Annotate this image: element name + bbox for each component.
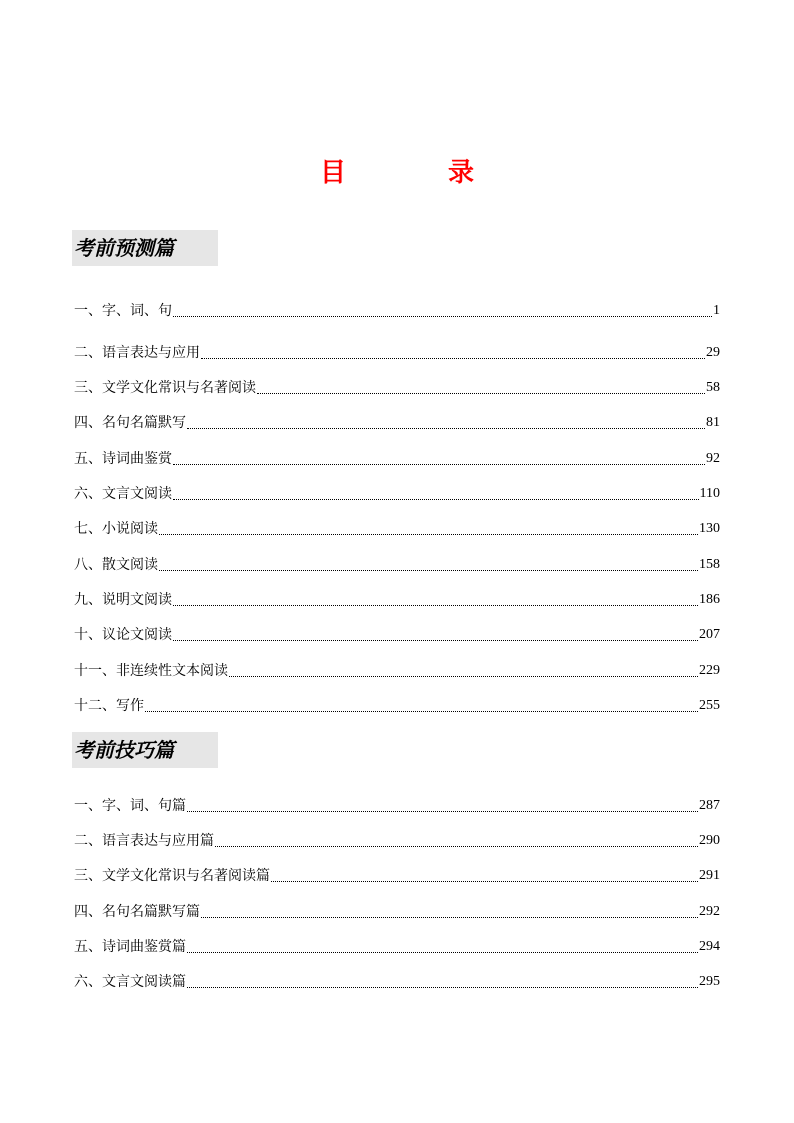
toc-leader-dots [173,483,699,500]
toc-entry-page: 294 [699,939,720,954]
toc-leader-dots [173,448,705,465]
toc-entry[interactable] [74,938,720,956]
toc-entry-page: 58 [706,380,720,395]
toc-entry-label: 二、语言表达与应用篇 [74,833,214,849]
toc-entry-page: 295 [699,974,720,989]
toc-entry[interactable] [74,344,720,362]
toc-entry-page: 158 [699,557,720,572]
toc-entry-label: 四、名句名篇默写篇 [74,904,200,920]
toc-leader-dots [173,300,712,317]
toc-entry-label: 六、文言文阅读 [74,486,172,502]
toc-entry-label: 四、名句名篇默写 [74,415,186,431]
toc-entry-label: 九、说明文阅读 [74,592,172,608]
toc-entry-label: 十二、写作 [74,698,144,714]
toc-leader-dots [201,901,698,918]
toc-leader-dots [271,865,698,882]
toc-entry-label: 六、文言文阅读篇 [74,974,186,990]
toc-entry-label: 十、议论文阅读 [74,627,172,643]
toc-leader-dots [145,695,698,712]
toc-entry-page: 229 [699,663,720,678]
toc-entry[interactable] [74,626,720,644]
toc-entry[interactable] [74,379,720,397]
toc-leader-dots [187,936,698,953]
toc-entry-label: 一、字、词、句 [74,303,172,319]
toc-entry[interactable] [74,556,720,574]
toc-entry-page: 92 [706,451,720,466]
toc-entry-page: 1 [713,303,720,318]
toc-entry-page: 207 [699,627,720,642]
toc-entry-label: 八、散文阅读 [74,557,158,573]
toc-leader-dots [201,342,705,359]
toc-entry[interactable] [74,797,720,815]
toc-entry[interactable] [74,450,720,468]
toc-leader-dots [229,660,698,677]
toc-entry-label: 三、文学文化常识与名著阅读篇 [74,868,270,884]
toc-entry[interactable] [74,662,720,680]
toc-leader-dots [257,377,705,394]
section-heading-techniques: 考前技巧篇 [72,732,218,768]
section-heading-forecast: 考前预测篇 [72,230,218,266]
toc-entry-label: 七、小说阅读 [74,521,158,537]
toc-entry-page: 29 [706,345,720,360]
toc-entry[interactable] [74,414,720,432]
toc-entry[interactable] [74,832,720,850]
toc-entry[interactable] [74,697,720,715]
toc-leader-dots [159,554,698,571]
toc-leader-dots [187,971,698,988]
toc-entry-page: 290 [699,833,720,848]
toc-entry-label: 十一、非连续性文本阅读 [74,663,228,679]
toc-entry-page: 291 [699,868,720,883]
page-title: 目 录 [319,158,512,188]
toc-entry-label: 五、诗词曲鉴赏篇 [74,939,186,955]
toc-entry[interactable] [74,485,720,503]
toc-entry-page: 255 [699,698,720,713]
toc-entry[interactable] [74,973,720,991]
toc-entry-label: 一、字、词、句篇 [74,798,186,814]
toc-entry-page: 130 [699,521,720,536]
toc-leader-dots [173,624,698,641]
toc-entry[interactable] [74,520,720,538]
toc-leader-dots [187,412,705,429]
toc-entry[interactable] [74,302,720,320]
toc-entry[interactable] [74,903,720,921]
toc-leader-dots [159,518,698,535]
toc-leader-dots [173,589,698,606]
toc-entry-page: 186 [699,592,720,607]
toc-entry-page: 110 [699,486,720,501]
toc-entry-page: 292 [699,904,720,919]
toc-entry-label: 五、诗词曲鉴赏 [74,451,172,467]
toc-leader-dots [187,795,698,812]
toc-entry-page: 81 [706,415,720,430]
toc-entry[interactable] [74,591,720,609]
toc-entry[interactable] [74,867,720,885]
toc-entry-label: 二、语言表达与应用 [74,345,200,361]
toc-entry-page: 287 [699,798,720,813]
toc-leader-dots [215,830,698,847]
toc-entry-label: 三、文学文化常识与名著阅读 [74,380,256,396]
